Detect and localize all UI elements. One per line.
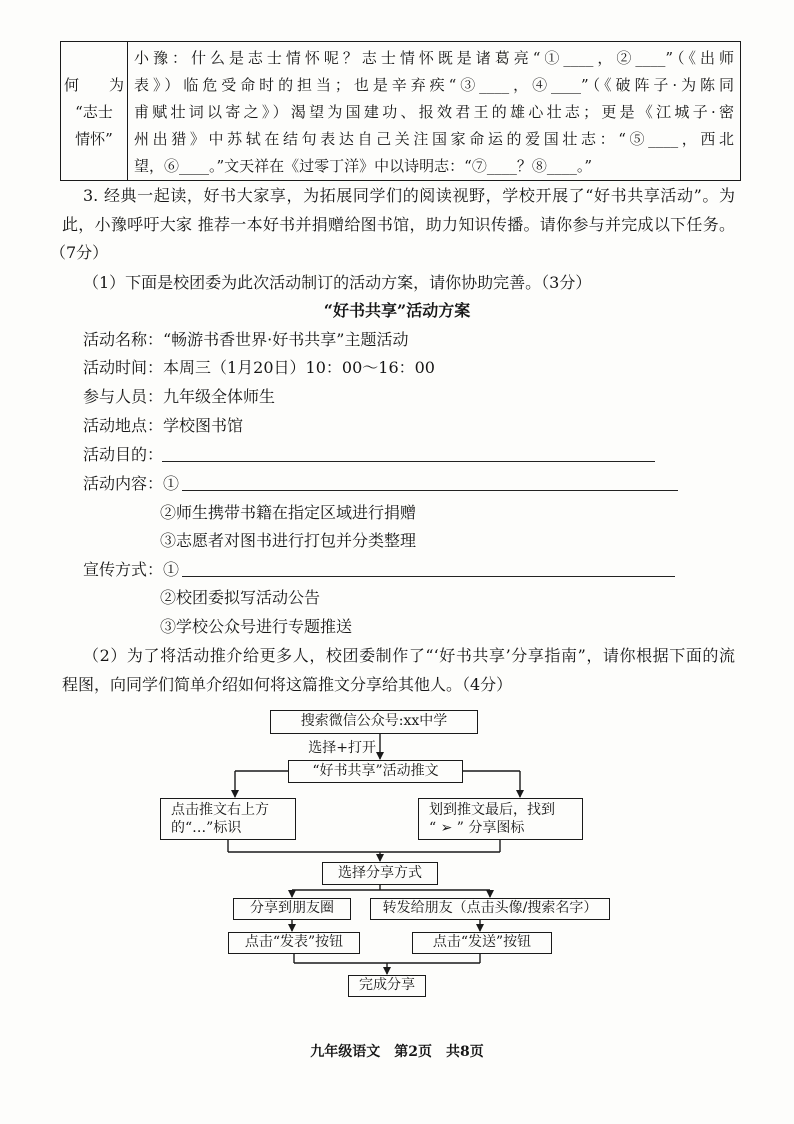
flow-left-path-line: 点击推文右上方 xyxy=(171,802,269,818)
table-label-line: 情怀” xyxy=(75,130,113,148)
purpose-answer-line xyxy=(162,461,655,462)
content-answer-line xyxy=(182,490,678,491)
table-content-line: 望，⑥____。”文天祥在《过零丁洋》中以诗明志：“⑦____？⑧____。” xyxy=(134,157,593,175)
plan-content-item: ②师生携带书籍在指定区域进行捐赠 xyxy=(160,503,417,522)
flow-done-text: 完成分享 xyxy=(359,977,415,993)
flow-forward-box xyxy=(370,898,610,920)
flow-open-label: 选择+打开 xyxy=(308,740,376,756)
promo-answer-line xyxy=(182,576,675,577)
plan-content-label: 活动内容：① xyxy=(83,474,180,493)
question-3-text: 此，小豫呼吁大家 推荐一本好书并捐赠给图书馆，助力知识传播。请你参与并完成以下任务。 xyxy=(62,215,735,234)
plan-purpose-label: 活动目的： xyxy=(83,445,164,464)
table-content-line: 表》）临危受命时的担当；也是辛弃疾“③____，④____”（《破阵子·为陈同 xyxy=(134,76,734,94)
flow-article-box xyxy=(288,760,463,783)
plan-content-item: ③志愿者对图书进行打包并分类整理 xyxy=(160,531,417,550)
flow-left-path-line: 的“…”标识 xyxy=(171,820,242,836)
flow-article-text: “好书共享”活动推文 xyxy=(312,763,439,779)
flow-moments-box xyxy=(233,898,351,920)
plan-location: 活动地点：学校图书馆 xyxy=(83,416,244,435)
flow-forward-text: 转发给朋友（点击头像/搜索名字） xyxy=(382,900,598,916)
table-content-line: 甫赋壮词以寄之》）渴望为国建功、报效君王的雄心壮志；更是《江城子·密 xyxy=(134,103,734,121)
flow-done-box xyxy=(348,975,426,997)
flow-choose-text: 选择分享方式 xyxy=(338,865,422,881)
flow-publish-box xyxy=(228,932,360,954)
table-content-line: 小豫：什么是志士情怀呢？志士情怀既是诸葛亮“①____，②____”（《出师 xyxy=(134,49,734,67)
plan-participants: 参与人员：九年级全体师生 xyxy=(83,387,276,406)
plan-promo-item: ③学校公众号进行专题推送 xyxy=(160,617,353,636)
plan-promo-label: 宣传方式：① xyxy=(83,560,180,579)
plan-title: “好书共享”活动方案 xyxy=(323,301,471,320)
flow-right-path-line: “ ➢ ” 分享图标 xyxy=(429,820,525,836)
flow-send-text: 点击“发送”按钮 xyxy=(432,934,532,950)
question-3-score: （7分） xyxy=(50,243,109,262)
flow-moments-text: 分享到朋友圈 xyxy=(250,900,334,916)
flow-search-box xyxy=(270,710,478,734)
table-content-line: 州出猎》中苏轼在结句表达自己关注国家命运的爱国壮志：“⑤____，西北 xyxy=(134,130,734,148)
sub-question-2-text: 程图，向同学们简单介绍如何将这篇推文分享给其他人。（4分） xyxy=(62,675,513,694)
plan-promo-item: ②校团委拟写活动公告 xyxy=(160,588,321,607)
flow-right-path-line: 划到推文最后，找到 xyxy=(429,802,555,818)
flow-right-path-box xyxy=(418,798,583,840)
sub-question-2-text: （2）为了将活动推介给更多人，校团委制作了“‘好书共享’分享指南”，请你根据下面的流 xyxy=(83,646,735,665)
table-column-divider xyxy=(127,41,128,181)
question-3-text: 3. 经典一起读，好书大家享，为拓展同学们的阅读视野，学校开展了“好书共享活动”。为 xyxy=(83,186,735,205)
table-label-line: 何 为 xyxy=(63,76,124,94)
table-label-line: “志士 xyxy=(75,103,113,121)
flow-publish-text: 点击“发表”按钮 xyxy=(244,934,344,950)
plan-name: 活动名称：“畅游书香世界·好书共享”主题活动 xyxy=(83,330,409,349)
plan-time: 活动时间：本周三（1月20日）10：00～16：00 xyxy=(83,358,435,377)
page-footer: 九年级语文 第2页 共8页 xyxy=(310,1044,484,1060)
flow-choose-box xyxy=(322,862,438,885)
flow-left-path-box xyxy=(160,798,296,840)
flow-send-box xyxy=(412,932,552,954)
sub-question-1-prompt: （1）下面是校团委为此次活动制订的活动方案，请你协助完善。（3分） xyxy=(83,273,592,292)
flow-search-text: 搜索微信公众号:xx中学 xyxy=(300,713,448,729)
